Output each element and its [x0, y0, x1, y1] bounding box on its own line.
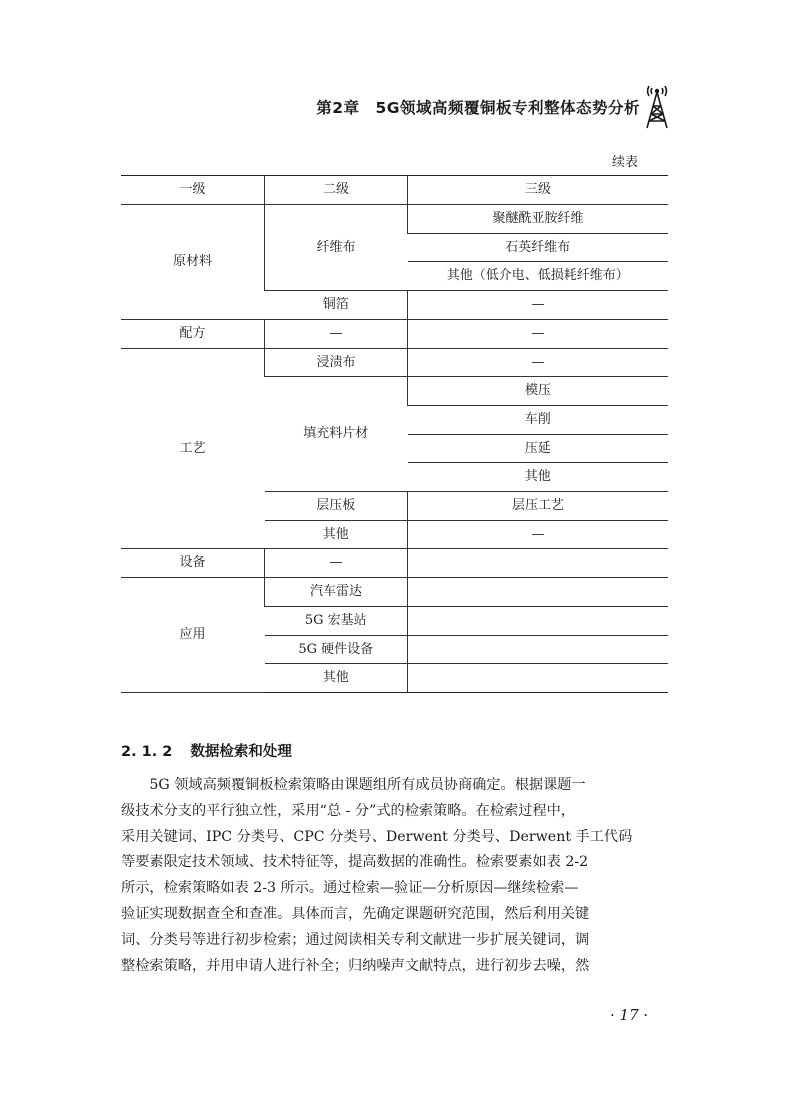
- level3-cell: 层压工艺: [408, 492, 669, 521]
- level2-cell: 汽车雷达: [265, 578, 408, 607]
- paragraph-line: 5G 领域高频覆铜板检索策略由课题组所有成员协商确定。根据课题一: [121, 777, 586, 793]
- level3-cell: 聚醚酰亚胺纤维: [408, 205, 669, 234]
- level3-cell: [408, 664, 669, 693]
- table-row: [121, 348, 668, 377]
- table-row: [121, 578, 668, 607]
- level2-cell: 5G 宏基站: [265, 606, 408, 635]
- level2-cell: 层压板: [265, 492, 408, 521]
- level2-cell: —: [265, 549, 408, 578]
- level3-cell: 其他: [408, 463, 669, 492]
- paragraph-line: 词、分类号等进行初步检索；通过阅读相关专利文献进一步扩展关键词，调: [121, 931, 590, 948]
- level3-cell: —: [408, 291, 669, 320]
- level3-cell: —: [408, 520, 669, 549]
- paragraph-line: 整检索策略，并用申请人进行补全；归纳噪声文献特点，进行初步去噪，然: [121, 957, 590, 974]
- table-continued-note: 续表: [612, 155, 639, 170]
- level2-cell: 铜箔: [265, 291, 408, 320]
- page-number: · 17 ·: [610, 1006, 649, 1024]
- level3-cell: [408, 635, 669, 664]
- level3-cell: —: [408, 319, 669, 348]
- classification-table: [121, 175, 668, 693]
- section-heading: [121, 740, 292, 761]
- level1-cell: 配方: [121, 319, 265, 348]
- table-row: [121, 319, 668, 348]
- level2-cell: 其他: [265, 520, 408, 549]
- level2-cell: 其他: [265, 664, 408, 693]
- level3-cell: [408, 549, 669, 578]
- body-paragraph: [121, 773, 668, 979]
- level3-cell: 车削: [408, 405, 669, 434]
- level2-cell: 浸渍布: [265, 348, 408, 377]
- level3-cell: 模压: [408, 377, 669, 406]
- table-row: [121, 549, 668, 578]
- level3-cell: 压延: [408, 434, 669, 463]
- column-header-level3: 三级: [408, 176, 669, 205]
- level1-cell: 应用: [121, 578, 265, 693]
- table-header-row: [121, 176, 668, 205]
- level1-cell: 原材料: [121, 205, 265, 320]
- level3-cell: 石英纤维布: [408, 233, 669, 262]
- table-row: [121, 205, 668, 234]
- level3-cell: 其他（低介电、低损耗纤维布）: [408, 262, 669, 291]
- level1-cell: 工艺: [121, 348, 265, 549]
- section-title: 数据检索和处理: [190, 744, 292, 760]
- column-header-level2: 二级: [265, 176, 408, 205]
- level1-cell: 设备: [121, 549, 265, 578]
- level2-cell: 填充料片材: [265, 377, 408, 492]
- level3-cell: [408, 606, 669, 635]
- level3-cell: [408, 578, 669, 607]
- paragraph-line: 验证实现数据查全和查准。具体而言，先确定课题研究范围，然后利用关键: [121, 905, 590, 922]
- signal-tower-icon: [640, 84, 674, 130]
- level3-cell: —: [408, 348, 669, 377]
- level2-cell: —: [265, 319, 408, 348]
- section-number: 2. 1. 2: [121, 744, 173, 760]
- level2-cell: 纤维布: [265, 205, 408, 291]
- paragraph-line: 所示，检索策略如表 2-3 所示。通过检索—验证—分析原因—继续检索—: [121, 880, 579, 897]
- column-header-level1: 一级: [121, 176, 265, 205]
- paragraph-line: 采用关键词、IPC 分类号、CPC 分类号、Derwent 分类号、Derwent 手工代码: [121, 828, 633, 845]
- level2-cell: 5G 硬件设备: [265, 635, 408, 664]
- paragraph-line: 级技术分支的平行独立性，采用“总 - 分”式的检索策略。在检索过程中，: [121, 802, 575, 819]
- running-header-title: 第2章 5G领域高频覆铜板专利整体态势分析: [316, 99, 640, 117]
- paragraph-line: 等要素限定技术领域、技术特征等，提高数据的准确性。检索要素如表 2-2: [121, 854, 589, 871]
